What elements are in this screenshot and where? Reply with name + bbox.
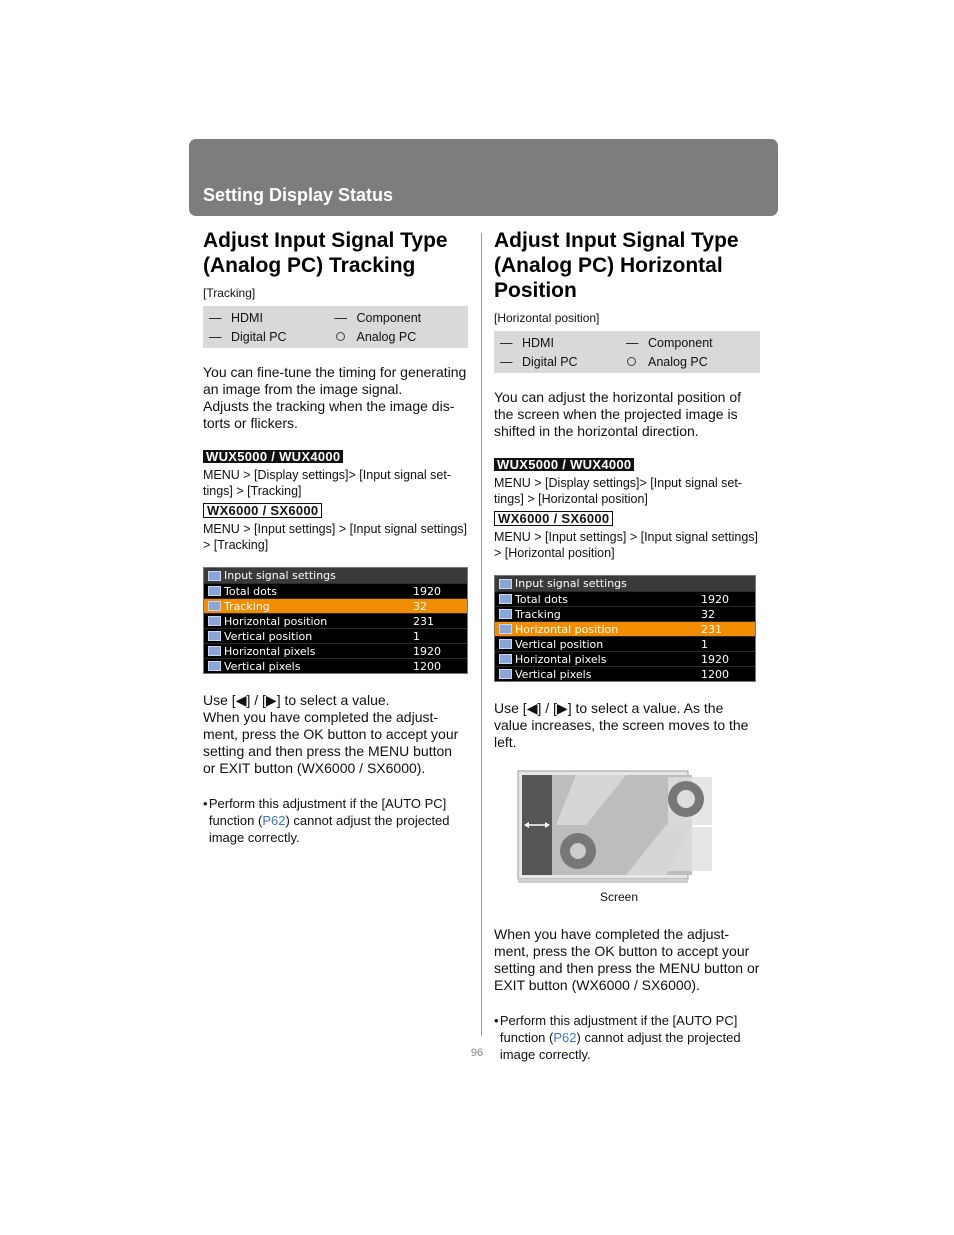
text: ) cannot adjust the projected image correctly. bbox=[208, 813, 450, 845]
description: You can adjust the horizontal position of the screen when the projected image is shifted in the horizontal direction. bbox=[494, 389, 741, 439]
hpos-heading bbox=[494, 228, 760, 303]
menu-tag: [Horizontal position] bbox=[494, 311, 600, 325]
signal-label: Component bbox=[648, 335, 713, 350]
arrow-left-icon: ◀ bbox=[235, 692, 247, 708]
dash-icon: — bbox=[209, 329, 222, 344]
osd-value: 32 bbox=[413, 599, 427, 613]
osd-label: Horizontal position bbox=[224, 614, 328, 628]
osd-value: 1920 bbox=[701, 592, 729, 606]
vpixels-icon bbox=[208, 661, 221, 671]
osd-label: Tracking bbox=[224, 599, 270, 613]
osd-value: 32 bbox=[701, 607, 715, 621]
arrow-left-icon: ◀ bbox=[526, 700, 538, 716]
osd-row bbox=[495, 606, 755, 621]
text: Perform this adjustment if the [AUTO PC] function ( bbox=[499, 1013, 738, 1045]
model-badge: WUX5000 / WUX4000 bbox=[203, 450, 343, 463]
exit-keyword: EXIT bbox=[219, 760, 251, 776]
dash-icon: — bbox=[334, 310, 347, 325]
text: button (WX6000 / SX6000). bbox=[524, 977, 700, 993]
osd-value: 1920 bbox=[413, 644, 441, 658]
text: button or bbox=[203, 743, 453, 776]
hpixels-icon bbox=[499, 654, 512, 664]
signal-type-box bbox=[203, 306, 468, 348]
model-badge: WX6000 / SX6000 bbox=[203, 503, 322, 518]
text: button to accept your setting and then press the bbox=[494, 943, 750, 976]
screen-illustration bbox=[516, 769, 716, 894]
signal-component bbox=[626, 334, 752, 351]
desc-line: You can fine-tune the timing for generating an image from the image signal. bbox=[203, 364, 467, 397]
model-badge: WX6000 / SX6000 bbox=[494, 511, 613, 526]
vpixels-icon bbox=[499, 669, 512, 679]
signal-digital-pc bbox=[500, 353, 626, 370]
section-title: Setting Display Status bbox=[203, 185, 394, 205]
tracking-icon bbox=[499, 609, 512, 619]
osd-value: 1920 bbox=[413, 584, 441, 598]
dash-icon: — bbox=[500, 354, 513, 369]
text: ] to select a value. bbox=[276, 692, 390, 708]
ok-keyword: OK bbox=[594, 943, 615, 959]
dash-icon: — bbox=[209, 310, 222, 325]
signal-digital-pc bbox=[209, 328, 335, 345]
text: ] to select a value. As the value increases, the screen moves to the left. bbox=[494, 700, 749, 750]
vpos-icon bbox=[208, 631, 221, 641]
osd-row bbox=[495, 636, 755, 651]
menu-path: MENU > [Display settings]> [Input signal set-tings] > [Horizontal position] bbox=[494, 476, 743, 506]
signal-label: Analog PC bbox=[648, 354, 708, 369]
osd-row bbox=[495, 666, 755, 681]
tracking-icon bbox=[208, 601, 221, 611]
arrow-right-icon: ▶ bbox=[265, 692, 277, 708]
signal-analog-pc bbox=[335, 328, 461, 345]
circle-icon bbox=[626, 355, 648, 369]
text: Perform this adjustment if the [AUTO PC] function ( bbox=[208, 796, 447, 828]
osd-row-selected bbox=[204, 598, 467, 613]
page-link[interactable]: P62 bbox=[553, 1030, 577, 1045]
text: Use [ bbox=[494, 700, 527, 716]
osd-label: Horizontal pixels bbox=[515, 652, 607, 666]
heading-line: (Analog PC) Tracking bbox=[203, 254, 416, 277]
column-divider bbox=[481, 233, 482, 1036]
osd-label: Vertical pixels bbox=[515, 667, 592, 681]
signal-label: Digital PC bbox=[522, 354, 578, 369]
text: ] / [ bbox=[246, 692, 266, 708]
figure-caption: Screen bbox=[599, 890, 639, 904]
osd-value: 1 bbox=[413, 629, 420, 643]
text: button or bbox=[700, 960, 760, 976]
section-header bbox=[189, 139, 778, 216]
osd-label: Horizontal pixels bbox=[224, 644, 316, 658]
signal-label: Analog PC bbox=[356, 329, 417, 344]
tracking-heading bbox=[203, 228, 468, 278]
bullet-icon: • bbox=[494, 1013, 499, 1028]
arrow-right-icon: ▶ bbox=[556, 700, 568, 716]
dash-icon: — bbox=[500, 335, 513, 350]
osd-label: Tracking bbox=[515, 607, 561, 621]
hpixels-icon bbox=[208, 646, 221, 656]
input-icon bbox=[208, 571, 221, 581]
osd-value: 1 bbox=[701, 637, 708, 651]
menu-keyword: MENU bbox=[368, 743, 410, 759]
page-number: 96 bbox=[470, 1047, 484, 1059]
hpos-icon bbox=[499, 624, 512, 634]
page-link[interactable]: P62 bbox=[262, 813, 286, 828]
text: ] / [ bbox=[537, 700, 557, 716]
osd-row bbox=[204, 658, 467, 673]
osd-menu-title bbox=[204, 568, 467, 583]
text: button (WX6000 / SX6000). bbox=[250, 760, 426, 776]
menu-keyword: MENU bbox=[659, 960, 701, 976]
menu-path: MENU > [Input settings] > [Input signal settings] > [Horizontal position] bbox=[494, 530, 759, 560]
model-badge: WUX5000 / WUX4000 bbox=[494, 458, 634, 471]
heading-line: Position bbox=[494, 279, 577, 302]
signal-label: HDMI bbox=[231, 310, 263, 325]
signal-label: HDMI bbox=[522, 335, 554, 350]
note-text bbox=[209, 795, 468, 846]
osd-menu-title bbox=[495, 576, 755, 591]
menu-path: MENU > [Display settings]> [Input signal set-tings] > [Tracking] bbox=[203, 468, 452, 498]
heading-line: Adjust Input Signal Type bbox=[203, 229, 448, 252]
menu-tag: [Tracking] bbox=[203, 286, 256, 300]
screen-shift-diagram bbox=[516, 769, 716, 887]
signal-hdmi bbox=[500, 334, 626, 351]
signal-component bbox=[335, 309, 461, 326]
osd-label: Horizontal position bbox=[515, 622, 619, 636]
osd-label: Vertical pixels bbox=[224, 659, 301, 673]
heading-line: Adjust Input Signal Type bbox=[494, 229, 739, 252]
osd-row bbox=[495, 651, 755, 666]
menu-path: MENU > [Input settings] > [Input signal settings] > [Tracking] bbox=[203, 522, 468, 552]
exit-keyword: EXIT bbox=[494, 977, 525, 993]
ok-keyword: OK bbox=[303, 726, 324, 742]
osd-label: Total dots bbox=[224, 584, 277, 598]
osd-menu bbox=[203, 567, 468, 674]
text: ) cannot adjust the projected image correctly. bbox=[499, 1030, 741, 1062]
confirm-text bbox=[494, 926, 760, 994]
description bbox=[203, 364, 468, 432]
osd-value: 231 bbox=[413, 614, 434, 628]
signal-analog-pc bbox=[626, 353, 752, 370]
usage-text bbox=[203, 692, 468, 777]
osd-row bbox=[204, 613, 467, 628]
dots-icon bbox=[208, 586, 221, 596]
osd-row bbox=[204, 643, 467, 658]
osd-row bbox=[204, 628, 467, 643]
osd-label: Total dots bbox=[515, 592, 568, 606]
text: Use [ bbox=[203, 692, 236, 708]
osd-value: 1200 bbox=[413, 659, 441, 673]
osd-label: Vertical position bbox=[515, 637, 604, 651]
text: When you have completed the adjust-ment, press the bbox=[494, 926, 730, 959]
vpos-icon bbox=[499, 639, 512, 649]
osd-label: Vertical position bbox=[224, 629, 313, 643]
osd-row-selected bbox=[495, 621, 755, 636]
desc-line: Adjusts the tracking when the image dis-torts or flickers. bbox=[203, 398, 455, 431]
input-icon bbox=[499, 579, 512, 589]
signal-type-box bbox=[494, 331, 760, 373]
tracking-column bbox=[203, 228, 468, 846]
note-bullet bbox=[203, 795, 468, 846]
text: When you have completed the adjust-ment, press the bbox=[203, 709, 439, 742]
osd-menu bbox=[494, 575, 756, 682]
signal-hdmi bbox=[209, 309, 335, 326]
osd-value: 1920 bbox=[701, 652, 729, 666]
osd-row bbox=[204, 583, 467, 598]
heading-line: (Analog PC) Horizontal bbox=[494, 254, 723, 277]
osd-value: 231 bbox=[701, 622, 722, 636]
dash-icon: — bbox=[626, 335, 639, 350]
circle-icon bbox=[335, 330, 357, 344]
usage-text bbox=[494, 700, 760, 751]
bullet-icon: • bbox=[203, 796, 208, 811]
horizontal-position-column bbox=[494, 228, 760, 1063]
text: button to accept your setting and then press the bbox=[203, 726, 459, 759]
dots-icon bbox=[499, 594, 512, 604]
signal-label: Digital PC bbox=[231, 329, 287, 344]
osd-title-text: Input signal settings bbox=[515, 577, 627, 590]
osd-row bbox=[495, 591, 755, 606]
osd-value: 1200 bbox=[701, 667, 729, 681]
osd-title-text: Input signal settings bbox=[224, 569, 336, 582]
signal-label: Component bbox=[356, 310, 422, 325]
hpos-icon bbox=[208, 616, 221, 626]
